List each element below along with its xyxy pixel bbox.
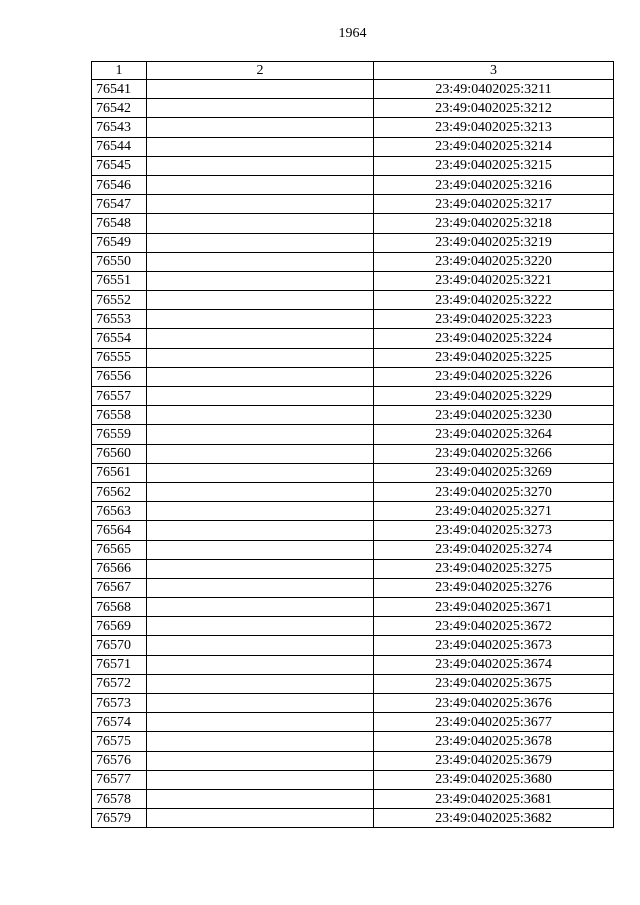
row-number-cell: 76578: [92, 789, 147, 808]
column-2-cell: [147, 329, 374, 348]
cadastral-number-cell: 23:49:0402025:3678: [374, 732, 614, 751]
table-row: [92, 732, 614, 751]
column-2-cell: [147, 214, 374, 233]
row-number-cell: 76543: [92, 118, 147, 137]
row-number-cell: 76559: [92, 425, 147, 444]
table-row: [92, 214, 614, 233]
table-row: [92, 425, 614, 444]
row-number-cell: 76565: [92, 540, 147, 559]
column-2-cell: [147, 655, 374, 674]
row-number-cell: 76546: [92, 175, 147, 194]
row-number-cell: 76551: [92, 271, 147, 290]
column-2-cell: [147, 482, 374, 501]
column-2-cell: [147, 521, 374, 540]
row-number-cell: 76574: [92, 713, 147, 732]
row-number-cell: 76553: [92, 310, 147, 329]
table-row: [92, 502, 614, 521]
cadastral-number-cell: 23:49:0402025:3266: [374, 444, 614, 463]
row-number-cell: 76550: [92, 252, 147, 271]
cadastral-number-cell: 23:49:0402025:3214: [374, 137, 614, 156]
column-2-cell: [147, 425, 374, 444]
row-number-cell: 76557: [92, 387, 147, 406]
cadastral-number-cell: 23:49:0402025:3276: [374, 578, 614, 597]
row-number-cell: 76558: [92, 406, 147, 425]
column-2-cell: [147, 694, 374, 713]
table-row: [92, 674, 614, 693]
column-2-cell: [147, 387, 374, 406]
row-number-cell: 76544: [92, 137, 147, 156]
column-2-cell: [147, 175, 374, 194]
cadastral-number-cell: 23:49:0402025:3219: [374, 233, 614, 252]
table-row: [92, 655, 614, 674]
table-row: [92, 444, 614, 463]
row-number-cell: 76542: [92, 99, 147, 118]
table-header-row: [92, 62, 614, 80]
table-row: [92, 751, 614, 770]
column-2-cell: [147, 80, 374, 99]
column-2-cell: [147, 540, 374, 559]
column-2-cell: [147, 271, 374, 290]
cadastral-number-cell: 23:49:0402025:3222: [374, 291, 614, 310]
table-row: [92, 271, 614, 290]
table-row: [92, 521, 614, 540]
cadastral-number-cell: 23:49:0402025:3264: [374, 425, 614, 444]
row-number-cell: 76561: [92, 463, 147, 482]
row-number-cell: 76541: [92, 80, 147, 99]
row-number-cell: 76555: [92, 348, 147, 367]
row-number-cell: 76577: [92, 770, 147, 789]
column-2-cell: [147, 636, 374, 655]
row-number-cell: 76576: [92, 751, 147, 770]
column-2-cell: [147, 617, 374, 636]
cadastral-number-cell: 23:49:0402025:3212: [374, 99, 614, 118]
table-row: [92, 233, 614, 252]
column-2-cell: [147, 463, 374, 482]
column-2-cell: [147, 444, 374, 463]
column-header-2: 2: [147, 62, 374, 80]
cadastral-number-cell: 23:49:0402025:3677: [374, 713, 614, 732]
table-row: [92, 694, 614, 713]
table-row: [92, 636, 614, 655]
table-row: [92, 789, 614, 808]
column-2-cell: [147, 502, 374, 521]
cadastral-number-cell: 23:49:0402025:3676: [374, 694, 614, 713]
cadastral-number-cell: 23:49:0402025:3221: [374, 271, 614, 290]
cadastral-number-cell: 23:49:0402025:3270: [374, 482, 614, 501]
column-2-cell: [147, 99, 374, 118]
cadastral-number-cell: 23:49:0402025:3224: [374, 329, 614, 348]
column-2-cell: [147, 559, 374, 578]
row-number-cell: 76568: [92, 598, 147, 617]
column-2-cell: [147, 809, 374, 828]
table-row: [92, 348, 614, 367]
cadastral-number-cell: 23:49:0402025:3217: [374, 195, 614, 214]
row-number-cell: 76579: [92, 809, 147, 828]
table-row: [92, 770, 614, 789]
row-number-cell: 76575: [92, 732, 147, 751]
column-2-cell: [147, 770, 374, 789]
row-number-cell: 76556: [92, 367, 147, 386]
cadastral-number-cell: 23:49:0402025:3216: [374, 175, 614, 194]
column-2-cell: [147, 598, 374, 617]
column-2-cell: [147, 233, 374, 252]
cadastral-number-cell: 23:49:0402025:3274: [374, 540, 614, 559]
row-number-cell: 76571: [92, 655, 147, 674]
table-row: [92, 252, 614, 271]
cadastral-number-cell: 23:49:0402025:3220: [374, 252, 614, 271]
table-row: [92, 99, 614, 118]
cadastral-number-cell: 23:49:0402025:3673: [374, 636, 614, 655]
row-number-cell: 76549: [92, 233, 147, 252]
table-row: [92, 175, 614, 194]
row-number-cell: 76552: [92, 291, 147, 310]
cadastral-number-cell: 23:49:0402025:3213: [374, 118, 614, 137]
row-number-cell: 76545: [92, 156, 147, 175]
table-row: [92, 713, 614, 732]
cadastral-number-cell: 23:49:0402025:3672: [374, 617, 614, 636]
table-row: [92, 463, 614, 482]
cadastral-number-cell: 23:49:0402025:3225: [374, 348, 614, 367]
column-2-cell: [147, 348, 374, 367]
column-2-cell: [147, 137, 374, 156]
row-number-cell: 76573: [92, 694, 147, 713]
table-row: [92, 329, 614, 348]
cadastral-number-cell: 23:49:0402025:3226: [374, 367, 614, 386]
column-2-cell: [147, 195, 374, 214]
row-number-cell: 76567: [92, 578, 147, 597]
table-row: [92, 617, 614, 636]
row-number-cell: 76560: [92, 444, 147, 463]
row-number-cell: 76554: [92, 329, 147, 348]
column-2-cell: [147, 252, 374, 271]
cadastral-number-cell: 23:49:0402025:3275: [374, 559, 614, 578]
table-row: [92, 137, 614, 156]
row-number-cell: 76566: [92, 559, 147, 578]
column-2-cell: [147, 156, 374, 175]
table-row: [92, 387, 614, 406]
row-number-cell: 76564: [92, 521, 147, 540]
cadastral-number-cell: 23:49:0402025:3679: [374, 751, 614, 770]
cadastral-number-cell: 23:49:0402025:3671: [374, 598, 614, 617]
cadastral-number-cell: 23:49:0402025:3269: [374, 463, 614, 482]
column-2-cell: [147, 310, 374, 329]
cadastral-number-cell: 23:49:0402025:3211: [374, 80, 614, 99]
table-row: [92, 406, 614, 425]
row-number-cell: 76570: [92, 636, 147, 655]
table-row: [92, 809, 614, 828]
column-2-cell: [147, 732, 374, 751]
row-number-cell: 76547: [92, 195, 147, 214]
column-2-cell: [147, 751, 374, 770]
table-row: [92, 482, 614, 501]
column-header-1: 1: [92, 62, 147, 80]
column-2-cell: [147, 291, 374, 310]
column-2-cell: [147, 789, 374, 808]
row-number-cell: 76563: [92, 502, 147, 521]
row-number-cell: 76548: [92, 214, 147, 233]
cadastral-number-cell: 23:49:0402025:3223: [374, 310, 614, 329]
table-row: [92, 578, 614, 597]
table-row: [92, 156, 614, 175]
table-row: [92, 80, 614, 99]
cadastral-number-cell: 23:49:0402025:3273: [374, 521, 614, 540]
table-row: [92, 559, 614, 578]
row-number-cell: 76572: [92, 674, 147, 693]
column-header-3: 3: [374, 62, 614, 80]
column-2-cell: [147, 578, 374, 597]
column-2-cell: [147, 713, 374, 732]
table-row: [92, 598, 614, 617]
cadastral-number-cell: 23:49:0402025:3218: [374, 214, 614, 233]
cadastral-number-cell: 23:49:0402025:3681: [374, 789, 614, 808]
table-row: [92, 540, 614, 559]
cadastral-number-cell: 23:49:0402025:3229: [374, 387, 614, 406]
cadastral-number-cell: 23:49:0402025:3215: [374, 156, 614, 175]
table-row: [92, 310, 614, 329]
registry-table: [91, 61, 614, 828]
column-2-cell: [147, 674, 374, 693]
cadastral-number-cell: 23:49:0402025:3230: [374, 406, 614, 425]
column-2-cell: [147, 118, 374, 137]
table-row: [92, 367, 614, 386]
cadastral-number-cell: 23:49:0402025:3682: [374, 809, 614, 828]
row-number-cell: 76569: [92, 617, 147, 636]
column-2-cell: [147, 406, 374, 425]
cadastral-number-cell: 23:49:0402025:3271: [374, 502, 614, 521]
cadastral-number-cell: 23:49:0402025:3675: [374, 674, 614, 693]
cadastral-number-cell: 23:49:0402025:3680: [374, 770, 614, 789]
cadastral-number-cell: 23:49:0402025:3674: [374, 655, 614, 674]
row-number-cell: 76562: [92, 482, 147, 501]
table-row: [92, 195, 614, 214]
page-number: 1964: [338, 26, 367, 41]
column-2-cell: [147, 367, 374, 386]
table-row: [92, 291, 614, 310]
table-row: [92, 118, 614, 137]
